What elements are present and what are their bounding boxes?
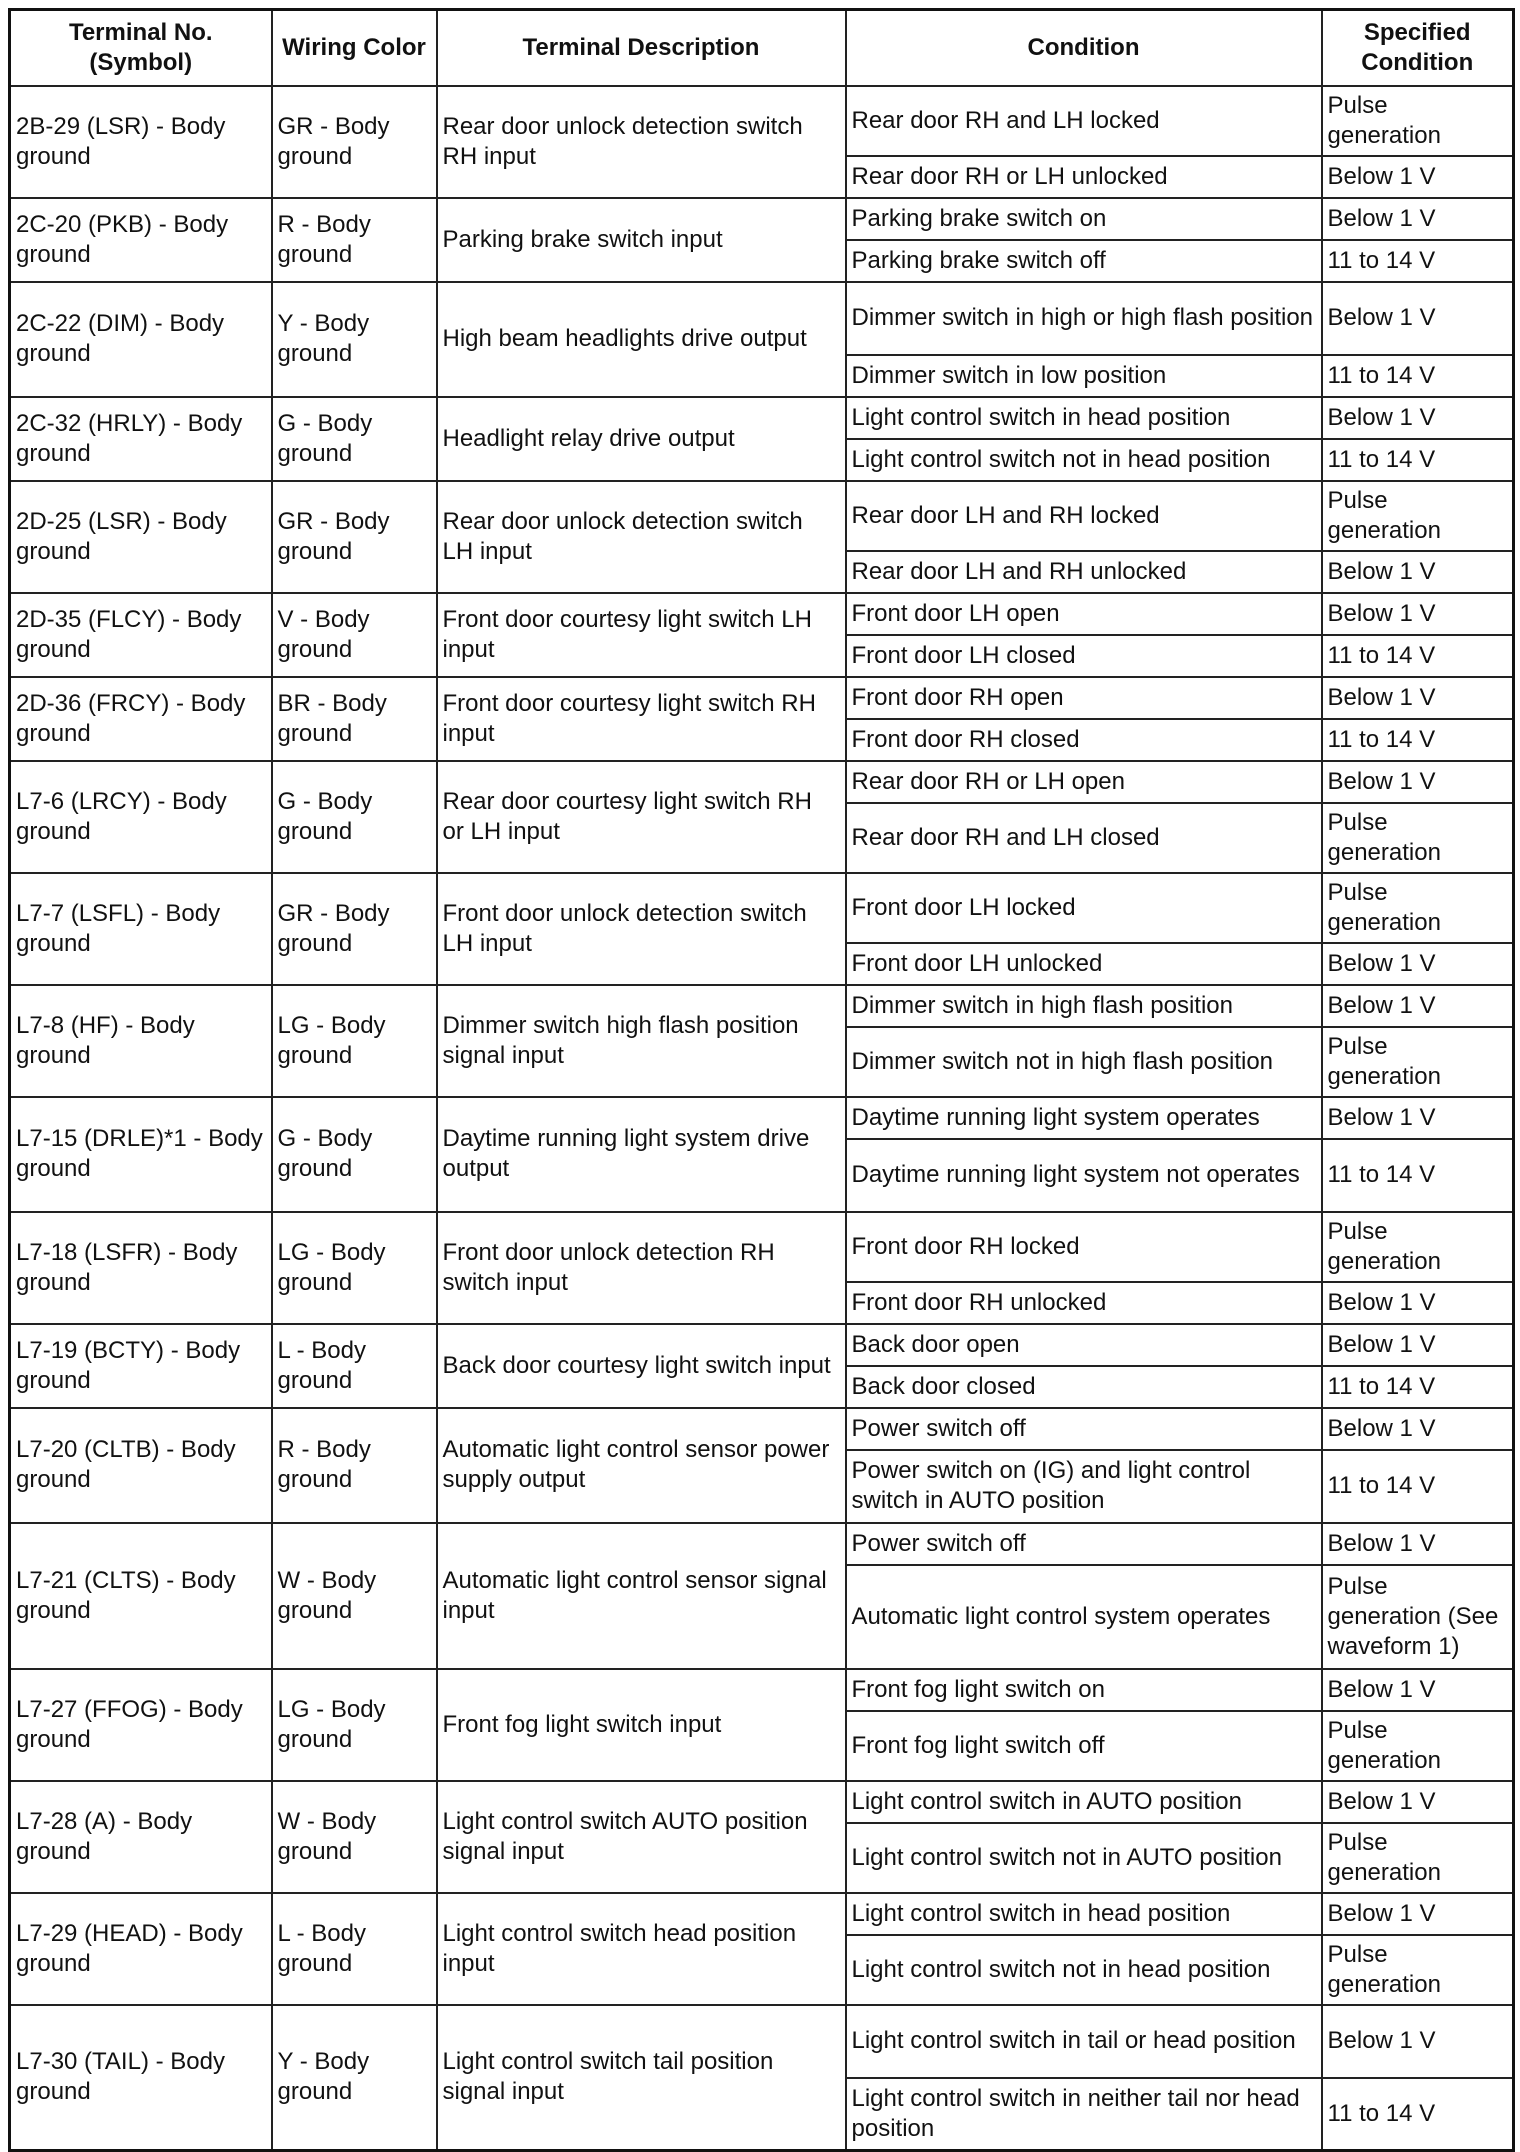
condition-cell: Front door LH closed <box>846 635 1322 677</box>
specified-cell: Below 1 V <box>1322 156 1514 198</box>
condition-cell: Light control switch in AUTO position <box>846 1781 1322 1823</box>
description-cell: Light control switch AUTO position signal input <box>437 1781 846 1893</box>
specified-cell: 11 to 14 V <box>1322 2078 1514 2151</box>
table-row <box>10 397 1514 439</box>
header-row <box>10 10 1514 86</box>
specified-cell: Pulse generation <box>1322 86 1514 156</box>
condition-cell: Power switch on (IG) and light control switch in AUTO position <box>846 1450 1322 1523</box>
table-row <box>10 593 1514 635</box>
description-cell: Automatic light control sensor signal input <box>437 1523 846 1669</box>
description-cell: Front door unlock detection switch LH input <box>437 873 846 985</box>
terminal-cell: L7-8 (HF) - Body ground <box>10 985 272 1097</box>
specified-cell: Below 1 V <box>1322 551 1514 593</box>
table-row <box>10 1669 1514 1711</box>
specified-cell: Below 1 V <box>1322 282 1514 355</box>
condition-cell: Front door RH open <box>846 677 1322 719</box>
specified-cell: 11 to 14 V <box>1322 240 1514 282</box>
condition-cell: Rear door LH and RH unlocked <box>846 551 1322 593</box>
table-row <box>10 282 1514 355</box>
condition-cell: Rear door RH or LH unlocked <box>846 156 1322 198</box>
terminal-cell: L7-27 (FFOG) - Body ground <box>10 1669 272 1781</box>
description-cell: Front door courtesy light switch LH input <box>437 593 846 677</box>
condition-cell: Light control switch not in head position <box>846 439 1322 481</box>
table-row <box>10 1212 1514 1282</box>
wiring-color-cell: Y - Body ground <box>272 2005 437 2151</box>
specified-cell: Below 1 V <box>1322 1781 1514 1823</box>
terminal-cell: L7-28 (A) - Body ground <box>10 1781 272 1893</box>
condition-cell: Front fog light switch on <box>846 1669 1322 1711</box>
specified-cell: Below 1 V <box>1322 593 1514 635</box>
terminal-cell: L7-19 (BCTY) - Body ground <box>10 1324 272 1408</box>
condition-cell: Light control switch not in AUTO position <box>846 1823 1322 1893</box>
specified-cell: Pulse generation <box>1322 1027 1514 1097</box>
wiring-color-cell: LG - Body ground <box>272 985 437 1097</box>
condition-cell: Dimmer switch in high or high flash position <box>846 282 1322 355</box>
description-cell: Front door courtesy light switch RH input <box>437 677 846 761</box>
specified-cell: 11 to 14 V <box>1322 1366 1514 1408</box>
table-row <box>10 1781 1514 1823</box>
specified-cell: 11 to 14 V <box>1322 355 1514 397</box>
specified-cell: Below 1 V <box>1322 1523 1514 1565</box>
specified-cell: Below 1 V <box>1322 1669 1514 1711</box>
terminal-cell: 2C-32 (HRLY) - Body ground <box>10 397 272 481</box>
condition-cell: Parking brake switch on <box>846 198 1322 240</box>
terminal-cell: L7-18 (LSFR) - Body ground <box>10 1212 272 1324</box>
specified-cell: Below 1 V <box>1322 1097 1514 1139</box>
specified-cell: Below 1 V <box>1322 943 1514 985</box>
specified-cell: Pulse generation <box>1322 1711 1514 1781</box>
wiring-color-cell: L - Body ground <box>272 1324 437 1408</box>
specified-cell: Pulse generation <box>1322 1935 1514 2005</box>
specified-cell: Below 1 V <box>1322 1893 1514 1935</box>
wiring-color-cell: R - Body ground <box>272 1408 437 1523</box>
terminal-cell: 2D-36 (FRCY) - Body ground <box>10 677 272 761</box>
specified-cell: Pulse generation <box>1322 873 1514 943</box>
specified-cell: 11 to 14 V <box>1322 719 1514 761</box>
condition-cell: Light control switch in tail or head position <box>846 2005 1322 2078</box>
wiring-color-cell: GR - Body ground <box>272 481 437 593</box>
condition-cell: Power switch off <box>846 1523 1322 1565</box>
condition-cell: Dimmer switch in high flash position <box>846 985 1322 1027</box>
table-row <box>10 1408 1514 1450</box>
condition-cell: Front fog light switch off <box>846 1711 1322 1781</box>
wiring-color-cell: V - Body ground <box>272 593 437 677</box>
terminal-cell: L7-29 (HEAD) - Body ground <box>10 1893 272 2005</box>
table-row <box>10 1523 1514 1565</box>
header-terminal-description: Terminal Description <box>437 10 846 86</box>
wiring-color-cell: GR - Body ground <box>272 86 437 198</box>
terminal-cell: L7-6 (LRCY) - Body ground <box>10 761 272 873</box>
wiring-color-cell: W - Body ground <box>272 1781 437 1893</box>
specified-cell: 11 to 14 V <box>1322 439 1514 481</box>
condition-cell: Dimmer switch not in high flash position <box>846 1027 1322 1097</box>
wiring-color-cell: G - Body ground <box>272 761 437 873</box>
specified-cell: Below 1 V <box>1322 198 1514 240</box>
condition-cell: Front door LH unlocked <box>846 943 1322 985</box>
specified-cell: Pulse generation <box>1322 481 1514 551</box>
description-cell: Headlight relay drive output <box>437 397 846 481</box>
header-specified-condition: Specified Condition <box>1322 10 1514 86</box>
condition-cell: Rear door RH and LH closed <box>846 803 1322 873</box>
wiring-color-cell: L - Body ground <box>272 1893 437 2005</box>
description-cell: Rear door unlock detection switch LH input <box>437 481 846 593</box>
description-cell: Parking brake switch input <box>437 198 846 282</box>
specified-cell: Below 1 V <box>1322 1408 1514 1450</box>
terminal-cell: 2D-35 (FLCY) - Body ground <box>10 593 272 677</box>
description-cell: Rear door unlock detection switch RH input <box>437 86 846 198</box>
condition-cell: Front door RH unlocked <box>846 1282 1322 1324</box>
terminal-cell: 2D-25 (LSR) - Body ground <box>10 481 272 593</box>
condition-cell: Front door LH locked <box>846 873 1322 943</box>
condition-cell: Back door closed <box>846 1366 1322 1408</box>
table-row <box>10 1324 1514 1366</box>
specified-cell: Pulse generation <box>1322 1823 1514 1893</box>
condition-cell: Light control switch in neither tail nor head position <box>846 2078 1322 2151</box>
table-row <box>10 1097 1514 1139</box>
condition-cell: Back door open <box>846 1324 1322 1366</box>
specified-cell: 11 to 14 V <box>1322 1139 1514 1212</box>
wiring-color-cell: LG - Body ground <box>272 1669 437 1781</box>
terminal-cell: 2C-20 (PKB) - Body ground <box>10 198 272 282</box>
wiring-color-cell: G - Body ground <box>272 1097 437 1212</box>
wiring-color-cell: G - Body ground <box>272 397 437 481</box>
description-cell: High beam headlights drive output <box>437 282 846 397</box>
terminal-cell: L7-7 (LSFL) - Body ground <box>10 873 272 985</box>
condition-cell: Power switch off <box>846 1408 1322 1450</box>
table-row <box>10 985 1514 1027</box>
specified-cell: Pulse generation <box>1322 803 1514 873</box>
wiring-color-cell: W - Body ground <box>272 1523 437 1669</box>
header-condition: Condition <box>846 10 1322 86</box>
wiring-color-cell: Y - Body ground <box>272 282 437 397</box>
terminal-cell: 2C-22 (DIM) - Body ground <box>10 282 272 397</box>
specified-cell: Below 1 V <box>1322 985 1514 1027</box>
table-row <box>10 1893 1514 1935</box>
condition-cell: Rear door RH or LH open <box>846 761 1322 803</box>
description-cell: Light control switch tail position signal input <box>437 2005 846 2151</box>
table-row <box>10 198 1514 240</box>
table-row <box>10 873 1514 943</box>
description-cell: Automatic light control sensor power supply output <box>437 1408 846 1523</box>
terminal-spec-table <box>8 8 1515 2152</box>
condition-cell: Front door RH locked <box>846 1212 1322 1282</box>
terminal-cell: L7-30 (TAIL) - Body ground <box>10 2005 272 2151</box>
description-cell: Rear door courtesy light switch RH or LH input <box>437 761 846 873</box>
table-row <box>10 761 1514 803</box>
wiring-color-cell: BR - Body ground <box>272 677 437 761</box>
condition-cell: Light control switch not in head position <box>846 1935 1322 2005</box>
condition-cell: Daytime running light system operates <box>846 1097 1322 1139</box>
table-row <box>10 86 1514 156</box>
condition-cell: Light control switch in head position <box>846 1893 1322 1935</box>
wiring-color-cell: R - Body ground <box>272 198 437 282</box>
terminal-cell: L7-20 (CLTB) - Body ground <box>10 1408 272 1523</box>
wiring-color-cell: LG - Body ground <box>272 1212 437 1324</box>
header-wiring-color: Wiring Color <box>272 10 437 86</box>
condition-cell: Front door RH closed <box>846 719 1322 761</box>
specified-cell: Pulse generation <box>1322 1212 1514 1282</box>
specified-cell: Below 1 V <box>1322 397 1514 439</box>
description-cell: Front door unlock detection RH switch input <box>437 1212 846 1324</box>
header-terminal: Terminal No. (Symbol) <box>10 10 272 86</box>
specified-cell: Below 1 V <box>1322 1282 1514 1324</box>
condition-cell: Automatic light control system operates <box>846 1565 1322 1669</box>
specified-cell: Below 1 V <box>1322 761 1514 803</box>
condition-cell: Parking brake switch off <box>846 240 1322 282</box>
table-row <box>10 677 1514 719</box>
description-cell: Daytime running light system drive output <box>437 1097 846 1212</box>
description-cell: Dimmer switch high flash position signal input <box>437 985 846 1097</box>
specified-cell: Below 1 V <box>1322 2005 1514 2078</box>
terminal-cell: 2B-29 (LSR) - Body ground <box>10 86 272 198</box>
condition-cell: Rear door RH and LH locked <box>846 86 1322 156</box>
condition-cell: Dimmer switch in low position <box>846 355 1322 397</box>
specified-cell: Below 1 V <box>1322 677 1514 719</box>
description-cell: Light control switch head position input <box>437 1893 846 2005</box>
condition-cell: Light control switch in head position <box>846 397 1322 439</box>
specified-cell: Below 1 V <box>1322 1324 1514 1366</box>
wiring-color-cell: GR - Body ground <box>272 873 437 985</box>
table-row <box>10 481 1514 551</box>
table-row <box>10 2005 1514 2078</box>
specified-cell: 11 to 14 V <box>1322 635 1514 677</box>
description-cell: Front fog light switch input <box>437 1669 846 1781</box>
condition-cell: Front door LH open <box>846 593 1322 635</box>
specified-cell: Pulse generation (See waveform 1) <box>1322 1565 1514 1669</box>
condition-cell: Rear door LH and RH locked <box>846 481 1322 551</box>
specified-cell: 11 to 14 V <box>1322 1450 1514 1523</box>
description-cell: Back door courtesy light switch input <box>437 1324 846 1408</box>
condition-cell: Daytime running light system not operates <box>846 1139 1322 1212</box>
terminal-cell: L7-21 (CLTS) - Body ground <box>10 1523 272 1669</box>
terminal-cell: L7-15 (DRLE)*1 - Body ground <box>10 1097 272 1212</box>
